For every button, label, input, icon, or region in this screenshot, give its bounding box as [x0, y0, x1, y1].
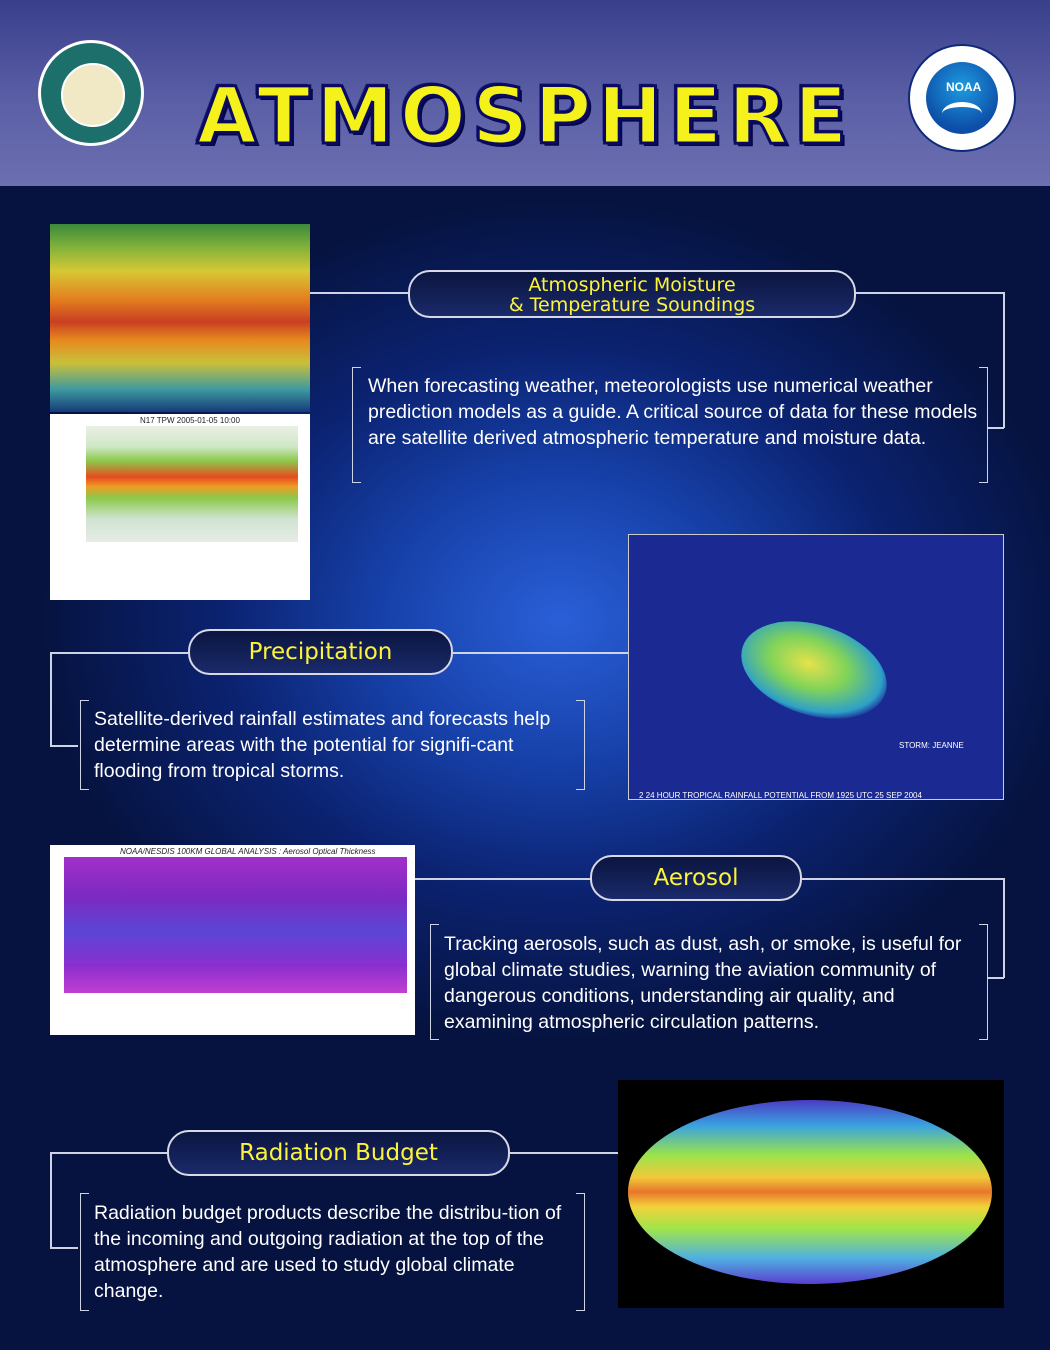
noaa-bird-icon: NOAA — [926, 62, 998, 134]
eagle-icon — [61, 63, 125, 127]
aerosol-heading: Aerosol — [590, 855, 802, 901]
radiation-budget-description: Radiation budget products describe the distribu-tion of the incoming and outgoing radiation at the top of the atmosphere and are used to study global climate change. — [94, 1202, 562, 1302]
moisture-map-image: N17 TPW 2005-01-05 10:00 — [50, 414, 310, 600]
aerosol-description: Tracking aerosols, such as dust, ash, or smoke, is useful for global climate studies, warning the aviation community of dangerous conditions, understanding air quality, and examining atmospheric circulation patterns. — [444, 933, 962, 1033]
aerosol-map-image: NOAA/NESDIS 100KM GLOBAL ANALYSIS : Aerosol Optical Thickness — [50, 845, 415, 1035]
page-title: ATMOSPHERE — [196, 72, 854, 162]
precipitation-heading: Precipitation — [188, 629, 453, 675]
radiation-budget-heading: Radiation Budget — [167, 1130, 510, 1176]
precipitation-description: Satellite-derived rainfall estimates and forecasts help determine areas with the potential for signifi-cant flooding from tropical storms. — [94, 708, 551, 782]
temperature-sounding-image — [50, 224, 310, 412]
noaa-logo — [908, 44, 1016, 152]
moisture-description: When forecasting weather, meteorologists use numerical weather prediction models as a guide. A critical source of data for these models are satellite derived atmospheric temperature and moisture data. — [368, 375, 978, 449]
radiation-budget-map-image — [618, 1080, 1004, 1308]
precipitation-map-image: STORM: JEANNE 2 24 HOUR TROPICAL RAINFALL POTENTIAL FROM 1925 UTC 25 SEP 2004 — [628, 534, 1004, 800]
department-of-commerce-seal — [38, 40, 144, 146]
moisture-heading: Atmospheric Moisture & Temperature Soundings — [408, 270, 856, 318]
header-banner — [0, 0, 1050, 186]
